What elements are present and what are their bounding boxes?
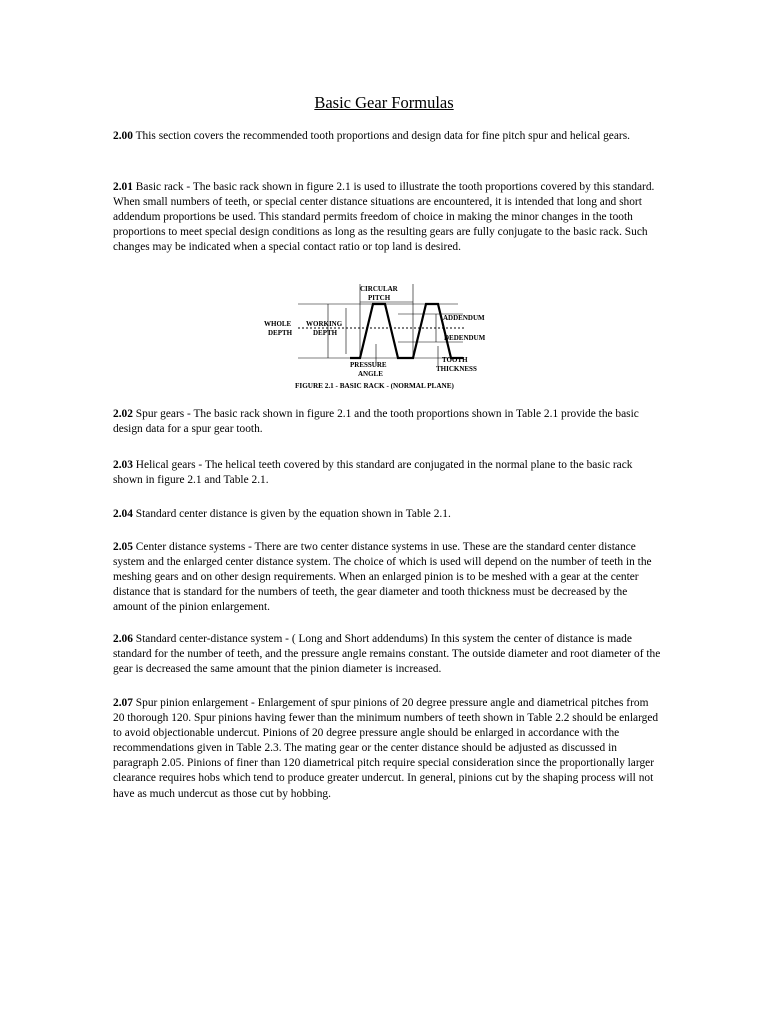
section-text: Spur gears - The basic rack shown in figure 2.1 and the tooth proportions shown in Table 2.1 provide the basic design data for a spur gear tooth. [113, 408, 639, 436]
label-working-depth: DEPTH [313, 329, 338, 337]
section-text: Helical gears - The helical teeth covered by this standard are conjugated in the normal plane to the basic rack shown in figure 2.1 and Table 2.1. [113, 459, 633, 487]
section-number: 2.04 [113, 508, 133, 520]
label-circular: CIRCULAR [360, 285, 398, 293]
section-2-07 [113, 696, 661, 802]
section-2-06 [113, 632, 661, 677]
section-text: Spur pinion enlargement - Enlargement of spur pinions of 20 degree pressure angle and diametrical pitches from 20 thorough 120. Spur pinions having fewer than the minimum numbers of teeth shown in Table 2.2 should be enlarged to avoid objectionable undercut. Pinions of 20 degree pressure angle should be enlarged in accordance with the recommendations given in Table 2.3. The mating gear or the center distance should be adjusted as discussed in paragraph 2.05. Pinions of finer than 120 diametrical pitch require special consideration since the proportionally larger clearance requires hobs which tend to produce greater undercut. In general, pinions cut by the shaping process will not have as much undercut as those cut by hobbing. [113, 697, 659, 800]
label-addendum: ADDENDUM [443, 314, 485, 322]
label-angle: ANGLE [358, 370, 383, 378]
label-whole: WHOLE [264, 320, 292, 328]
label-tooth: TOOTH [442, 356, 468, 364]
section-text: Basic rack - The basic rack shown in figure 2.1 is used to illustrate the tooth proportions covered by this standard. When small numbers of teeth, or special center distance situations are encountered, it is intended that long and short addendum proportions be used. This standard permits freedom of choice in making the minor changes in the tooth proportions to meet special design conditions as long as the resulting gears are fully conjugate to the basic rack. Such changes may be indicated when a special contact ratio or top land is desired. [113, 181, 655, 254]
label-thickness: THICKNESS [436, 365, 477, 373]
section-2-04 [113, 507, 661, 522]
label-working: WORKING [306, 320, 343, 328]
section-number: 2.06 [113, 633, 133, 645]
section-2-05 [113, 540, 661, 615]
section-text: Standard center-distance system - ( Long and Short addendums) In this system the center of distance is made standard for the number of teeth, and the pressure angle remains constant. The outside diameter and root diameter of the gear is decreased the same amount that the pinion diameter is increased. [113, 633, 661, 676]
section-2-00 [113, 129, 661, 144]
section-number: 2.05 [113, 541, 133, 553]
figure-basic-rack [258, 284, 508, 394]
section-text: Standard center distance is given by the equation shown in Table 2.1. [135, 508, 451, 520]
section-2-01 [113, 180, 661, 255]
section-text: Center distance systems - There are two center distance systems in use. These are the standard center distance system and the enlarged center distance system. The choice of which is used will depend on the number of teeth in the meshing gears and on other design requirements. When an enlarged pinion is to be meshed with a gear at the center distance that is standard for the numbers of teeth, the gear diameter and tooth thickness must be decreased by the amount of the pinion enlargement. [113, 541, 652, 614]
label-pressure: PRESSURE [350, 361, 387, 369]
section-number: 2.00 [113, 130, 133, 142]
section-number: 2.02 [113, 408, 133, 420]
figure-caption: FIGURE 2.1 - BASIC RACK - (NORMAL PLANE) [295, 382, 454, 390]
label-pitch: PITCH [368, 294, 391, 302]
section-number: 2.07 [113, 697, 133, 709]
section-2-02 [113, 407, 661, 437]
section-text: This section covers the recommended tooth proportions and design data for fine pitch spur and helical gears. [135, 130, 630, 142]
label-whole-depth: DEPTH [268, 329, 293, 337]
document-title: Basic Gear Formulas [314, 93, 454, 112]
section-2-03 [113, 458, 661, 488]
section-number: 2.03 [113, 459, 133, 471]
section-number: 2.01 [113, 181, 133, 193]
label-dedendum: DEDENDUM [444, 334, 486, 342]
basic-rack-diagram [258, 284, 508, 394]
